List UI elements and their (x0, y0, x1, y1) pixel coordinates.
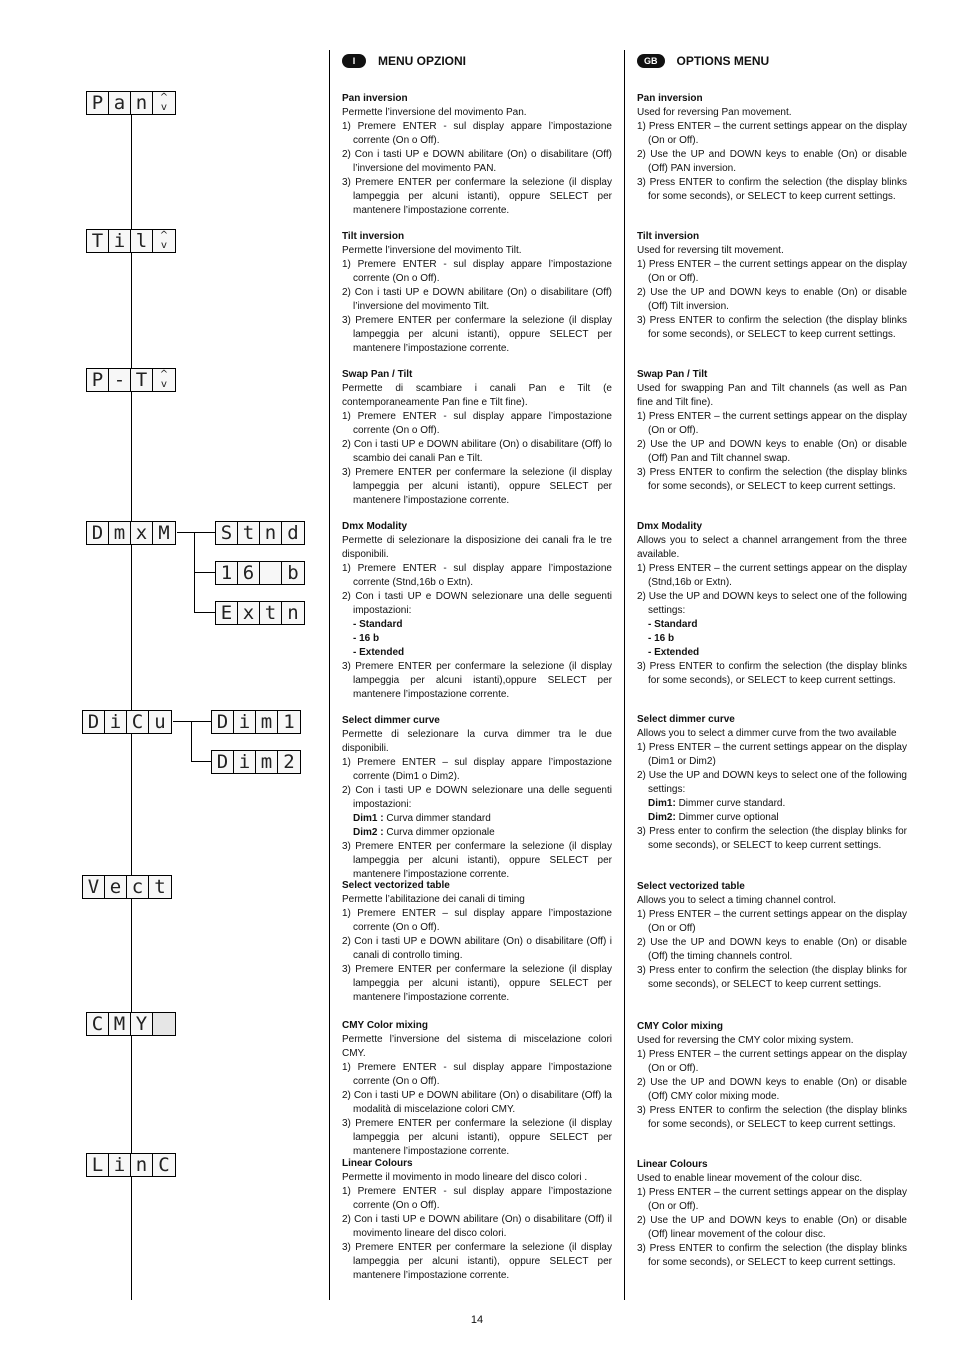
step-list (637, 562, 907, 618)
menu-section (637, 520, 907, 688)
step-list (342, 1061, 612, 1159)
lcd-char: L (87, 1154, 109, 1176)
step-item: 1) Premere ENTER - sul display appare l’impostazione corrente (On o Off). (342, 259, 612, 284)
lcd-dim2 (211, 750, 301, 774)
section-title: Dmx Modality (342, 521, 408, 532)
lcd-char: T (131, 369, 153, 391)
step-item: 1) Press ENTER – the current settings appear on the display (On or Off). (637, 259, 907, 284)
step-list (342, 660, 612, 702)
lcd-char: C (87, 1013, 109, 1035)
lcd-char: - (109, 369, 131, 391)
step-list (637, 258, 907, 342)
section-intro: Used for reversing the CMY color mixing system. (637, 1035, 854, 1046)
option-item (637, 618, 907, 632)
option-item (342, 632, 612, 646)
section-title: Linear Colours (637, 1159, 708, 1170)
lcd-char: 6 (238, 562, 260, 584)
section-intro: Used for swapping Pan and Tilt channels (as well as Pan fine and Tilt fine). (637, 383, 907, 408)
section-intro: Permette l’inversione del movimento Tilt. (342, 245, 522, 256)
option-label: - Standard (353, 619, 403, 630)
step-list (637, 1048, 907, 1132)
section-title: Tilt inversion (342, 231, 405, 242)
option-item (342, 618, 612, 632)
lcd-char: i (109, 1154, 131, 1176)
lcd-stnd (215, 521, 305, 545)
lcd-char: M (153, 522, 175, 544)
step-item: 1) Premere ENTER - sul display appare l’impostazione corrente (On o Off). (342, 1062, 612, 1087)
diagram-branch-line (173, 721, 211, 722)
step-item: 2) Con i tasti UP e DOWN abilitare (On) o disabilitare (Off) lo scambio dei canali Pan e Tilt. (342, 439, 612, 464)
step-item: 2) Con i tasti UP e DOWN selezionare una delle seguenti impostazioni: (342, 591, 612, 616)
step-item: 1) Premere ENTER - sul display appare l’impostazione corrente (On o Off). (342, 1186, 612, 1211)
lcd-char: d (282, 522, 304, 544)
section-intro: Permette l’abilitazione dei canali di timing (342, 894, 525, 905)
section-intro: Allows you to select a dimmer curve from the two available (637, 728, 897, 739)
lcd-char: a (109, 92, 131, 114)
lcd-char: 1 (278, 711, 300, 733)
definition-key: Dim2: (648, 812, 676, 823)
step-item: 2) Con i tasti UP e DOWN abilitare (On) o disabilitare (Off) la modalità di miscelazione colori CMY. (342, 1090, 612, 1115)
step-list (637, 660, 907, 688)
lcd-char: D (212, 711, 234, 733)
step-list (637, 1186, 907, 1270)
diagram-branch-line (177, 532, 215, 533)
option-label: - 16 b (353, 633, 380, 644)
menu-section (342, 1157, 612, 1283)
section-intro: Used for reversing tilt movement. (637, 245, 784, 256)
lcd-char: t (238, 522, 260, 544)
step-item: 1) Premere ENTER - sul display appare l’impostazione corrente (Stnd,16b o Extn). (342, 563, 612, 588)
lcd-char: P (87, 369, 109, 391)
step-item: 3) Press enter to confirm the selection (the display blinks for some seconds), or SELECT to keep current settings. (637, 965, 907, 990)
step-item: 3) Press ENTER to confirm the selection (the display blinks for some seconds), or SELECT to keep current settings. (637, 1105, 907, 1130)
lcd-til (86, 229, 176, 253)
lcd-cmy (86, 1012, 176, 1036)
step-item: 2) Use the UP and DOWN keys to enable (On) or disable (Off) CMY color mixing mode. (637, 1077, 907, 1102)
menu-section (342, 230, 612, 356)
step-item: 3) Premere ENTER per confermare la selezione (il display lampeggia per alcuni istanti), oppure SELECT per mantenere l’impostazione corrente. (342, 964, 612, 1003)
lcd-char: n (260, 522, 282, 544)
section-title: Linear Colours (342, 1158, 413, 1169)
step-item: 3) Premere ENTER per confermare la selezione (il display lampeggia per alcuni istanti), oppure SELECT per mantenere l’impostazione corrente. (342, 315, 612, 354)
lcd-char: 2 (278, 751, 300, 773)
menu-section (637, 1020, 907, 1132)
column-title: MENU OPZIONI (378, 54, 467, 68)
section-title: Pan inversion (342, 93, 408, 104)
lcd-vect (82, 875, 172, 899)
lcd-char: l (131, 230, 153, 252)
diagram-branch-line (191, 761, 211, 762)
step-item: 1) Press ENTER – the current settings appear on the display (Stnd,16b or Extn). (637, 563, 907, 588)
menu-section (342, 1019, 612, 1159)
definition-value: Curva dimmer opzionale (383, 827, 495, 838)
section-intro: Allows you to select a channel arrangement from the three available. (637, 535, 907, 560)
lcd-char: e (105, 876, 127, 898)
menu-section (637, 230, 907, 342)
step-item: 3) Press ENTER to confirm the selection (the display blinks for some seconds), or SELECT to keep current settings. (637, 177, 907, 202)
step-item: 3) Press ENTER to confirm the selection (the display blinks for some seconds), or SELECT to keep current settings. (637, 467, 907, 492)
menu-section (342, 714, 612, 882)
step-item: 2) Use the UP and DOWN keys to enable (On) or disable (Off) Pan and Tilt channel swap. (637, 439, 907, 464)
step-item: 2) Con i tasti UP e DOWN selezionare una delle seguenti impostazioni: (342, 785, 612, 810)
diagram-branch-line (194, 572, 215, 573)
step-item: 3) Premere ENTER per confermare la selezione (il display lampeggia per alcuni istanti), oppure SELECT per mantenere l’impostazione corrente. (342, 841, 612, 880)
lcd-char: t (149, 876, 171, 898)
menu-section (637, 880, 907, 992)
step-list (342, 840, 612, 882)
column-separator (624, 50, 625, 1300)
menu-section (637, 368, 907, 494)
step-item: 3) Premere ENTER per confermare la selezione (il display lampeggia per alcuni istanti), oppure SELECT per mantenere l’impostazione corrente. (342, 177, 612, 216)
step-item: 2) Use the UP and DOWN keys to enable (On) or disable (Off) PAN inversion. (637, 149, 907, 174)
menu-section (342, 879, 612, 1005)
step-list (637, 825, 907, 853)
lcd-dicu (82, 710, 172, 734)
lcd-char: m (256, 751, 278, 773)
diagram-branch-line (194, 612, 215, 613)
italian-column (342, 52, 612, 1292)
option-label: - Extended (353, 647, 405, 658)
lcd-char: D (83, 711, 105, 733)
section-title: Select dimmer curve (342, 715, 440, 726)
option-label: - Standard (648, 619, 698, 630)
step-item: 2) Use the UP and DOWN keys to select one of the following settings: (637, 591, 907, 616)
step-item: 2) Use the UP and DOWN keys to enable (On) or disable (Off) the timing channels control. (637, 937, 907, 962)
section-intro: Permette il movimento in modo lineare del disco colori . (342, 1172, 588, 1183)
section-intro: Permette l’inversione del sistema di miscelazione colori CMY. (342, 1034, 612, 1059)
definition-key: Dim1: (648, 798, 676, 809)
definition-value: Dimmer curve optional (675, 812, 779, 823)
definition-value: Curva dimmer standard (383, 813, 491, 824)
step-item: 2) Con i tasti UP e DOWN abilitare (On) o disabilitare (Off) l’inversione del movimento PAN. (342, 149, 612, 174)
menu-section (342, 368, 612, 508)
step-item: 1) Premere ENTER – sul display appare l’impostazione corrente (On o Off). (342, 908, 612, 933)
lcd-char: i (234, 711, 256, 733)
column-separator (329, 50, 330, 1300)
option-item (637, 646, 907, 660)
column-header (342, 52, 612, 70)
lcd-16b (215, 561, 305, 585)
option-label: - Extended (648, 647, 700, 658)
step-item: 1) Press ENTER – the current settings appear on the display (Dim1 or Dim2) (637, 742, 907, 767)
definition-item (342, 826, 612, 840)
step-item: 3) Premere ENTER per confermare la selezione (il display lampeggia per alcuni istanti), oppure SELECT per mantenere l’impostazione corrente. (342, 1242, 612, 1281)
menu-section (342, 92, 612, 218)
step-item: 2) Con i tasti UP e DOWN abilitare (On) o disabilitare (Off) il movimento lineare del disco colori. (342, 1214, 612, 1239)
step-list (342, 1185, 612, 1283)
lcd-pan (86, 91, 176, 115)
definition-value: Dimmer curve standard. (675, 798, 786, 809)
section-intro: Allows you to select a timing channel control. (637, 895, 836, 906)
option-item (342, 646, 612, 660)
column-title: OPTIONS MENU (676, 54, 770, 68)
menu-section (637, 92, 907, 204)
lcd-char: c (127, 876, 149, 898)
definition-key: Dim2 : (353, 827, 384, 838)
lcd-char: n (131, 1154, 153, 1176)
lcd-char: P (87, 92, 109, 114)
step-item: 2) Use the UP and DOWN keys to enable (On) or disable (Off) linear movement of the colour disc. (637, 1215, 907, 1240)
step-item: 3) Press ENTER to confirm the selection (the display blinks for some seconds), or SELECT to keep current settings. (637, 315, 907, 340)
step-list (637, 908, 907, 992)
step-item: 3) Press ENTER to confirm the selection (the display blinks for some seconds), or SELECT to keep current settings. (637, 1243, 907, 1268)
lcd-char: n (131, 92, 153, 114)
step-item: 2) Use the UP and DOWN keys to enable (On) or disable (Off) Tilt inversion. (637, 287, 907, 312)
step-item: 3) Press ENTER to confirm the selection (the display blinks for some seconds), or SELECT to keep current settings. (637, 661, 907, 686)
lcd-char: x (131, 522, 153, 544)
option-label: - 16 b (648, 633, 675, 644)
section-title: Tilt inversion (637, 231, 700, 242)
step-list (342, 756, 612, 812)
lcd-char: Y (131, 1013, 153, 1035)
definition-item (342, 812, 612, 826)
step-item: 3) Premere ENTER per confermare la selezione (il display lampeggia per alcuni istanti), oppure SELECT per mantenere l’impostazione corrente. (342, 1118, 612, 1157)
step-item: 3) Premere ENTER per confermare la selezione (il display lampeggia per alcuni istanti),oppure SELECT per mantenere l’impostazione corrente. (342, 661, 612, 700)
language-badge: GB (637, 54, 665, 68)
step-item: 2) Con i tasti UP e DOWN abilitare (On) o disabilitare (Off) i canali di controllo timing. (342, 936, 612, 961)
section-title: Select vectorized table (637, 881, 745, 892)
lcd-char: C (127, 711, 149, 733)
lcd-char: E (216, 602, 238, 624)
step-list (637, 410, 907, 494)
lcd-char: m (256, 711, 278, 733)
menu-section (637, 1158, 907, 1270)
step-item: 1) Press ENTER – the current settings appear on the display (On or Off). (637, 1049, 907, 1074)
section-intro: Used for reversing Pan movement. (637, 107, 792, 118)
section-title: Select vectorized table (342, 880, 450, 891)
step-item: 3) Press enter to confirm the selection (the display blinks for some seconds), or SELECT to keep current settings. (637, 826, 907, 851)
language-badge: I (342, 54, 366, 68)
lcd-char: T (87, 230, 109, 252)
lcd-char: M (109, 1013, 131, 1035)
lcd-char: D (212, 751, 234, 773)
lcd-char: V (83, 876, 105, 898)
step-item: 1) Press ENTER – the current settings appear on the display (On or Off). (637, 1187, 907, 1212)
step-item: 1) Press ENTER – the current settings appear on the display (On or Off) (637, 909, 907, 934)
column-header (637, 52, 907, 70)
lcd-char: S (216, 522, 238, 544)
section-title: CMY Color mixing (637, 1021, 723, 1032)
step-item: 1) Press ENTER – the current settings appear on the display (On or Off). (637, 121, 907, 146)
menu-section (342, 520, 612, 702)
definition-item (637, 811, 907, 825)
step-list (342, 562, 612, 618)
section-title: Dmx Modality (637, 521, 703, 532)
lcd-char: m (109, 522, 131, 544)
lcd-char: 1 (216, 562, 238, 584)
lcd-pt (86, 368, 176, 392)
option-item (637, 632, 907, 646)
lcd-char: i (109, 230, 131, 252)
up-down-arrow-icon: ^ v (153, 230, 175, 252)
up-down-arrow-icon: ^ v (153, 92, 175, 114)
step-item: 1) Press ENTER – the current settings appear on the display (On or Off). (637, 411, 907, 436)
lcd-char (260, 562, 282, 584)
definition-key: Dim1 : (353, 813, 384, 824)
section-intro: Permette di scambiare i canali Pan e Tilt (e contemporaneamente Pan fine e Tilt fine). (342, 383, 612, 408)
lcd-char: D (87, 522, 109, 544)
page-number: 14 (470, 1314, 484, 1326)
step-item: 1) Premere ENTER – sul display appare l’impostazione corrente (Dim1 o Dim2). (342, 757, 612, 782)
step-list (342, 120, 612, 218)
step-item: 2) Con i tasti UP e DOWN abilitare (On) o disabilitare (Off) l’inversione del movimento Tilt. (342, 287, 612, 312)
lcd-dim1 (211, 710, 301, 734)
section-intro: Used to enable linear movement of the colour disc. (637, 1173, 863, 1184)
section-intro: Permette di selezionare la disposizione dei canali fra le tre disponibili. (342, 535, 612, 560)
section-intro: Permette l’inversione del movimento Pan. (342, 107, 527, 118)
step-item: 1) Premere ENTER - sul display appare l’impostazione corrente (On o Off). (342, 411, 612, 436)
lcd-char: x (238, 602, 260, 624)
step-item: 3) Premere ENTER per confermare la selezione (il display lampeggia per alcuni istanti), oppure SELECT per mantenere l’impostazione corrente. (342, 467, 612, 506)
step-item: 1) Premere ENTER - sul display appare l’impostazione corrente (On o Off). (342, 121, 612, 146)
definition-item (637, 797, 907, 811)
menu-section (637, 713, 907, 853)
lcd-char: n (282, 602, 304, 624)
lcd-char (153, 1013, 175, 1035)
diagram-branch-line (191, 721, 192, 762)
english-column (637, 52, 907, 1292)
lcd-char: u (149, 711, 171, 733)
lcd-dmx (86, 521, 176, 545)
step-list (637, 120, 907, 204)
step-list (637, 741, 907, 797)
step-item: 2) Use the UP and DOWN keys to select one of the following settings: (637, 770, 907, 795)
step-list (342, 258, 612, 356)
section-title: Swap Pan / Tilt (342, 369, 413, 380)
lcd-linc (86, 1153, 176, 1177)
diagram-main-line (131, 113, 132, 1300)
section-title: CMY Color mixing (342, 1020, 428, 1031)
lcd-char: i (234, 751, 256, 773)
step-list (342, 907, 612, 1005)
section-title: Swap Pan / Tilt (637, 369, 708, 380)
lcd-char: C (153, 1154, 175, 1176)
section-intro: Permette di selezionare la curva dimmer tra le due disponibili. (342, 729, 612, 754)
lcd-char: b (282, 562, 304, 584)
section-title: Select dimmer curve (637, 714, 735, 725)
section-title: Pan inversion (637, 93, 703, 104)
step-list (342, 410, 612, 508)
up-down-arrow-icon: ^ v (153, 369, 175, 391)
lcd-char: i (105, 711, 127, 733)
lcd-extn (215, 601, 305, 625)
lcd-char: t (260, 602, 282, 624)
